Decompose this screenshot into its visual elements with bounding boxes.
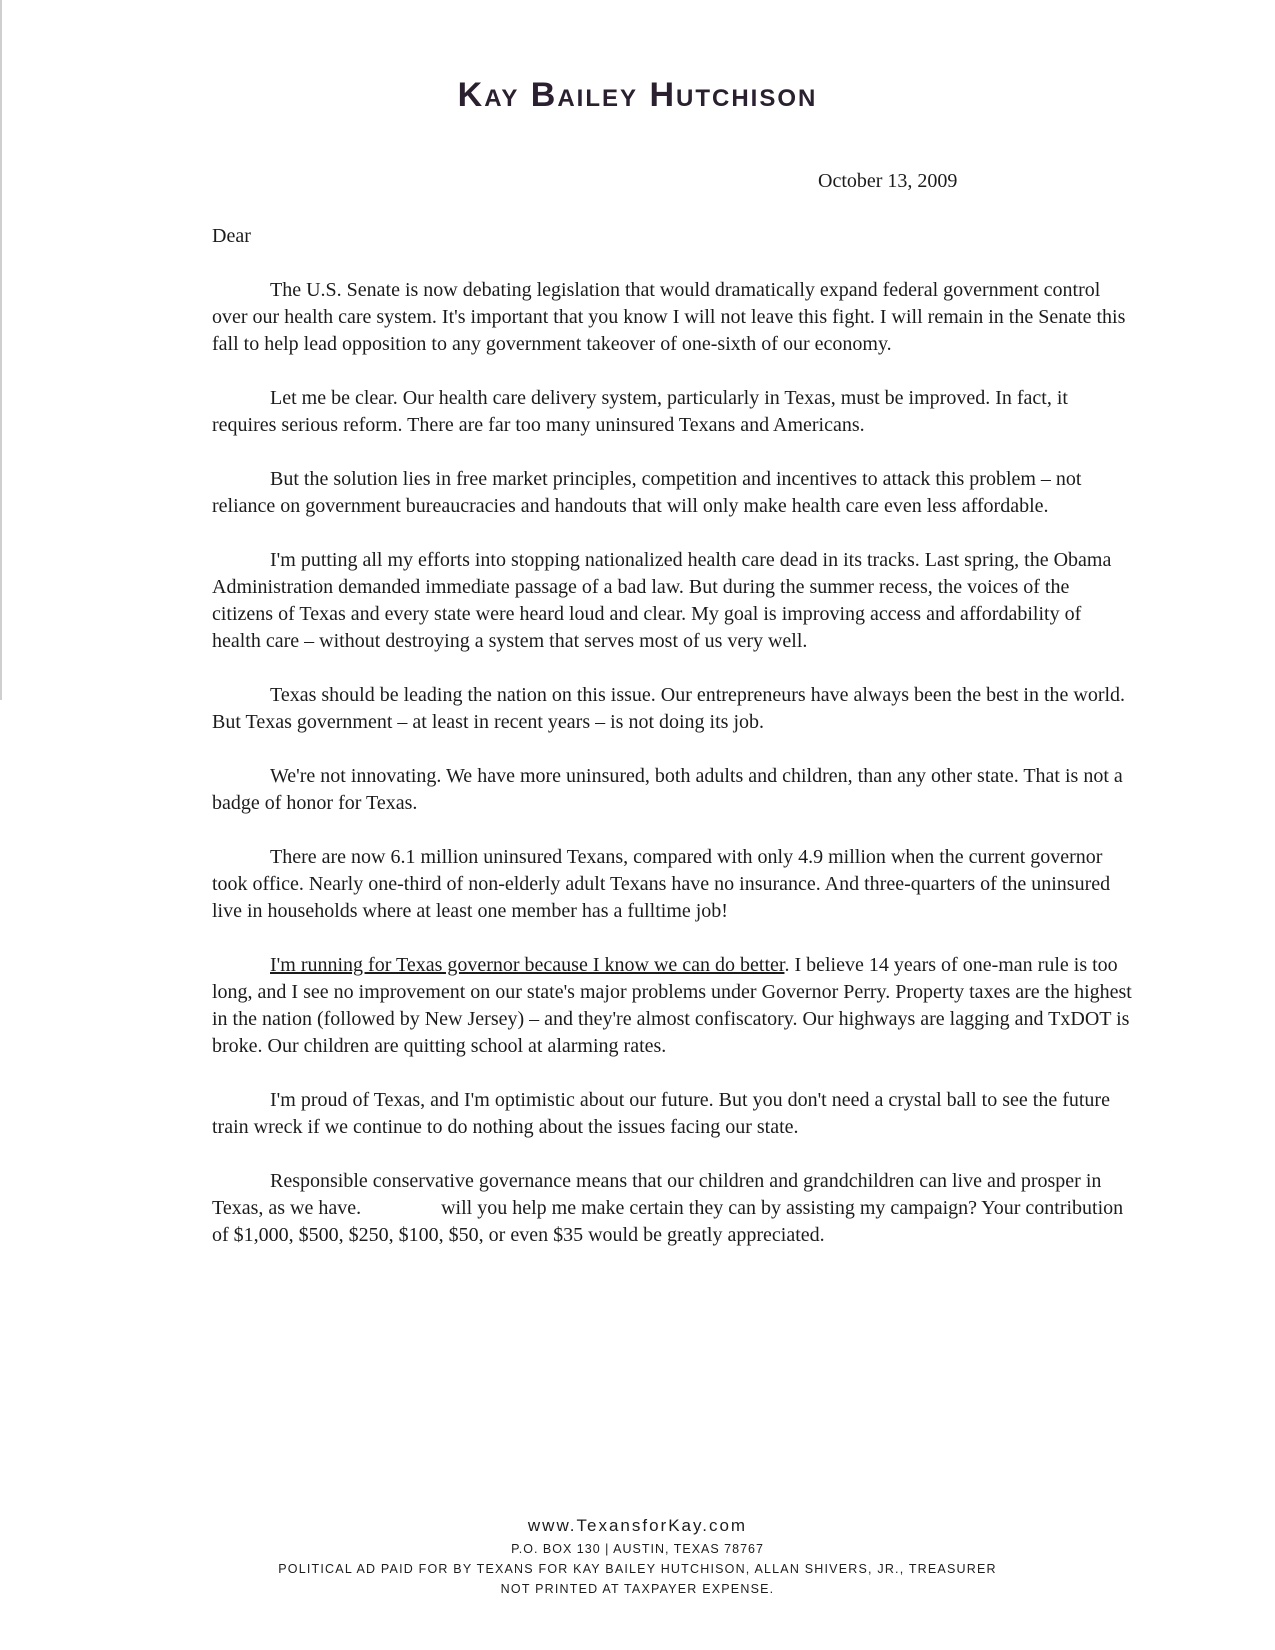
body-paragraph-10-end: will you help me make certain they can by assisting my campaign? Your contribution of $1,000, $500, $250, $100, $50, or even $35 would be greatly appreciated. [212,1197,1124,1246]
footer-website: www.TexansforKay.com [527,1516,748,1535]
body-paragraph-8 [212,952,1132,1060]
letter-date: October 13, 2009 [818,170,958,192]
body-paragraph-10-start: Responsible conservative governance means that our children and grandchildren can live and prosper in Texas, as we have. [212,1170,1102,1219]
body-paragraph-8-rest: . I believe 14 years of one-man rule is too long, and I see no improvement on our state's major problems under Governor Perry. Property taxes are the highest in the nation (followed by New Jersey) – and they're almost confiscatory. Our highways are lagging and TxDOT is broke. Our children are quitting school at alarming rates. [212,954,1132,1057]
footer-note: NOT PRINTED AT TAXPAYER EXPENSE. [500,1582,775,1596]
body-paragraph-7: There are now 6.1 million uninsured Texans, compared with only 4.9 million when the current governor took office. Nearly one-third of non-elderly adult Texans have no insurance. And three-quarters of the uninsured live in households where at least one member has a fulltime job! [212,846,1111,922]
footer-address: P.O. BOX 130 | AUSTIN, TEXAS 78767 [511,1542,764,1556]
salutation: Dear [212,225,251,247]
footer-disclaimer: POLITICAL AD PAID FOR BY TEXANS FOR KAY BAILEY HUTCHISON, ALLAN SHIVERS, JR., TREASURER [278,1562,997,1576]
body-paragraph-9: I'm proud of Texas, and I'm optimistic about our future. But you don't need a crystal ball to see the future train wreck if we continue to do nothing about the issues facing our state. [212,1089,1110,1138]
body-paragraph-3: But the solution lies in free market principles, competition and incentives to attack this problem – not reliance on government bureaucracies and handouts that will only make health care even less affordable. [212,468,1082,517]
body-paragraph-5: Texas should be leading the nation on this issue. Our entrepreneurs have always been the best in the world. But Texas government – at least in recent years – is not doing its job. [212,684,1126,733]
body-paragraph-6: We're not innovating. We have more uninsured, both adults and children, than any other state. That is not a badge of honor for Texas. [212,765,1123,814]
body-paragraph-4: I'm putting all my efforts into stopping nationalized health care dead in its tracks. Last spring, the Obama Administration demanded immediate passage of a bad law. But during the summer recess, the voices of the citizens of Texas and every state were heard loud and clear. My goal is improving access and affordability of health care – without destroying a system that serves most of us very well. [212,549,1112,652]
body-paragraph-1: The U.S. Senate is now debating legislation that would dramatically expand federal government control over our health care system. It's important that you know I will not leave this fight. I will remain in the Senate this fall to help lead opposition to any government takeover of one-sixth of our economy. [212,279,1126,355]
body-paragraph-2: Let me be clear. Our health care delivery system, particularly in Texas, must be improved. In fact, it requires serious reform. There are far too many uninsured Texans and Americans. [212,387,1068,436]
letter-body [212,277,1132,1276]
letterhead-name: Kay Bailey Hutchison [457,76,818,114]
underlined-statement: I'm running for Texas governor because I know we can do better [270,954,785,976]
body-paragraph-10 [212,1168,1132,1249]
letter-footer [0,1516,1275,1596]
